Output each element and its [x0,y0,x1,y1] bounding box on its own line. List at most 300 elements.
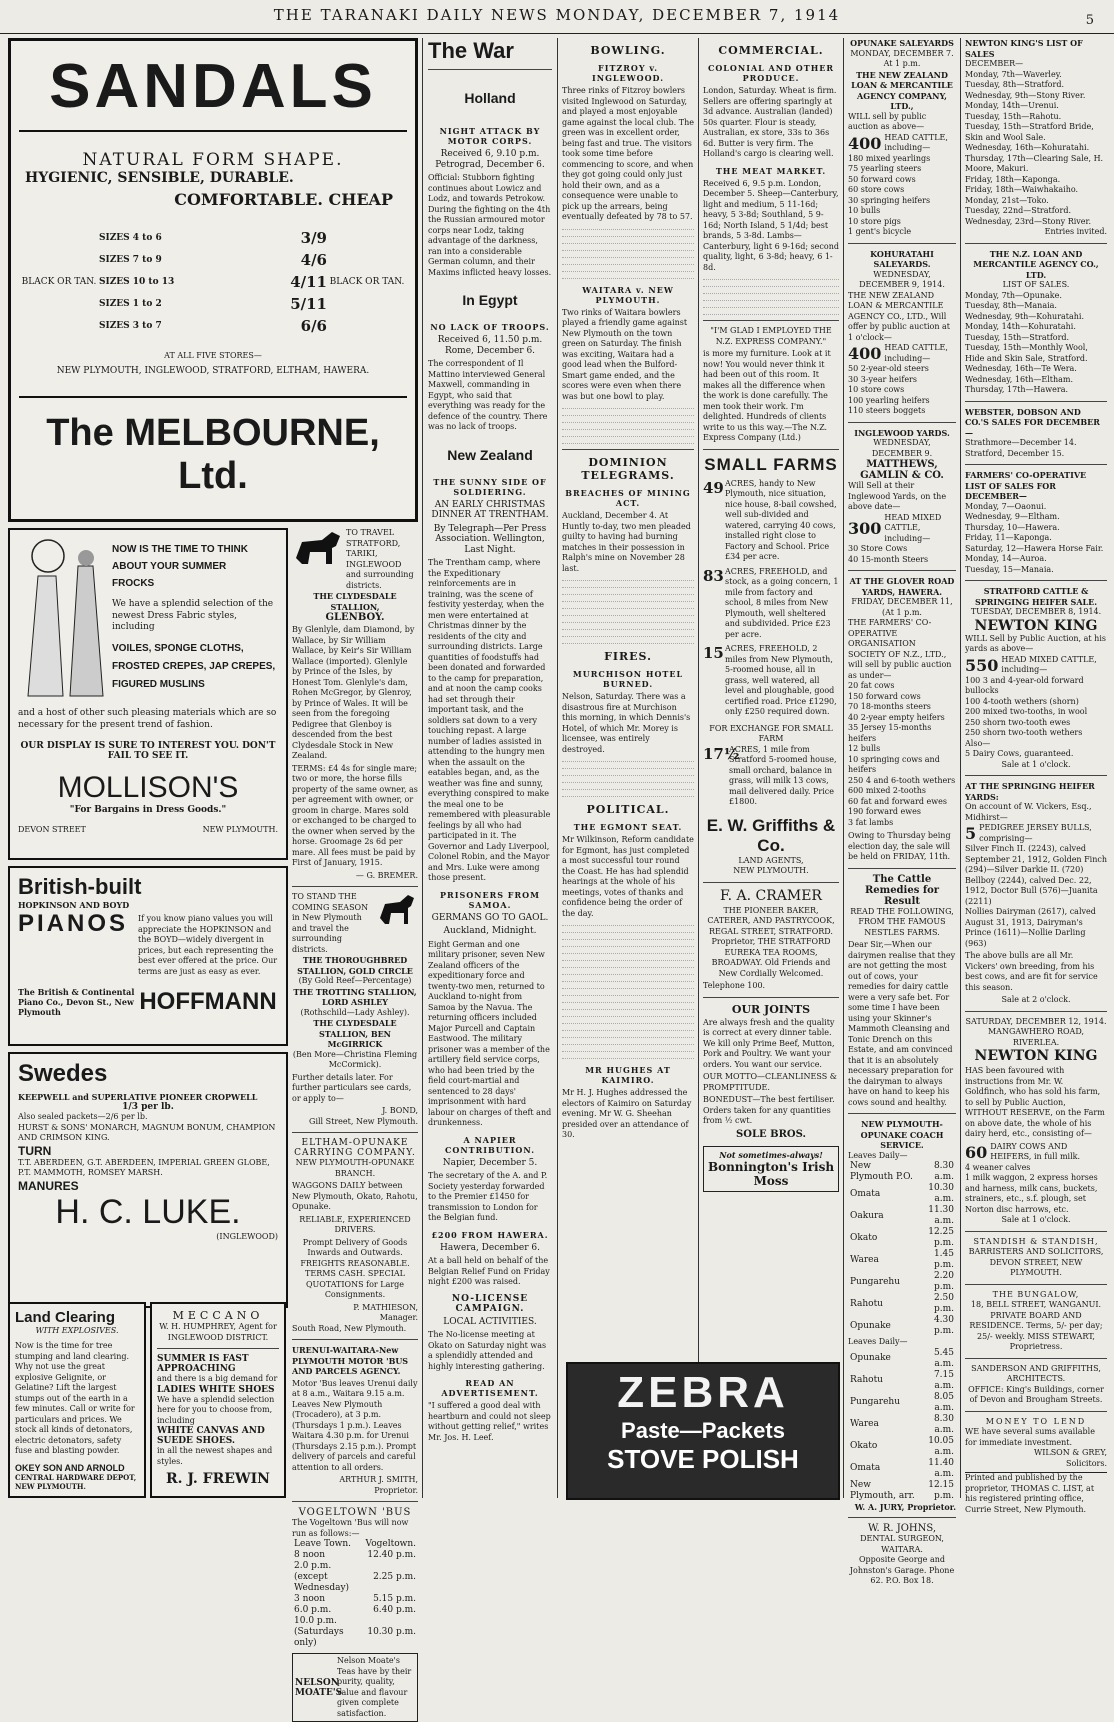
list-item: 75 yearling steers [848,164,922,173]
list-item: Saturday, 12—Hawera Horse Fair. [965,543,1104,553]
mollison-line2: ABOUT YOUR SUMMER [112,561,227,572]
list-item: 3 fat lambs [848,817,894,827]
testim-heading: READ THE FOLLOWING, FROM THE FAMOUS NESTLES FARMS. [850,906,954,937]
sale-3: Sale at 1 o'clock. [1001,1215,1071,1224]
table-row: Omata 10.30 a.m. [850,1183,954,1204]
list-item: Tuesday, 8th—Manaia. [965,301,1057,310]
meccano-l2: INGLEWOOD DISTRICT. [167,1332,269,1342]
cramer-heading: F. A. CRAMER [720,887,822,904]
h400: HEAD CATTLE, including— [884,132,948,152]
mollison-line1: NOW IS THE TIME TO THINK [112,544,248,555]
zebra-heading: ZEBRA [617,1368,789,1417]
left-ads-column [8,528,288,1314]
johns-heading: W. R. JOHNS, [867,1523,937,1534]
coach-heading: NEW PLYMOUTH-OPUNAKE COACH SERVICE. [860,1119,944,1150]
stallion-s2b: (Rothschild—Lady Ashley). [300,1007,410,1017]
table-row: Pungarehu 8.05 a.m. [850,1391,954,1413]
land-clearing-ad [8,1302,146,1504]
stallion-s3b: (Ben More—Christina Fleming McCormick). [292,1049,418,1069]
moss-name: Bonnington's Irish Moss [707,1160,835,1188]
horse-icon [378,892,418,928]
divider [19,130,407,132]
divider [19,396,407,398]
mollison-display: OUR DISPLAY IS SURE TO INTEREST YOU. DON'T FAIL TO SEE IT. [20,741,276,761]
glov-date: FRIDAY, DECEMBER 11, (At 1 p.m. [851,597,953,617]
mollison-line3: FROCKS [112,578,155,589]
list-item: Wednesday, 9th—Kohuratahi. [965,311,1085,321]
sale-1: Sale at 1 o'clock. [1001,759,1071,769]
table-row: Opunake 4.30 p.m. [850,1315,954,1336]
pianos-brand: HOFFMANN [139,988,277,1015]
newton-king-2: NEWTON KING [974,1048,1098,1064]
standish-heading: STANDISH & STANDISH, [973,1236,1099,1246]
war-p2: The correspondent of Il Mattino interviewed General Maxwell, commanding in Egypt, who said that everything was ready for the defence of the country. There was no lack of troops. [428,359,548,431]
table-row: Oakura 11.30 a.m. [850,1205,954,1226]
n60: 60 [965,1142,988,1162]
bowling-title: BOWLING. [590,44,666,57]
imprint: Printed and published by the proprietor, THOMAS C. LIST, at his registered printing office, Currie Street, New Plymouth. [965,1472,1107,1515]
swedes-l3: Also sealed packets—2/6 per lb. [18,1112,148,1121]
stallion-s1b: (By Gold Reef—Percentage) [298,976,412,985]
coach-timetable [848,1161,956,1337]
bowling-p1: Three rinks of Fitzroy bowlers visited Inglewood on Saturday, and played a most enjoyable game against the local club. The green was in excellent order, being fast and true. The visitors took some time before commencing to score, and when they got going could only just hold their own, and as a consequence were unable to pick up the arrears, being eventually defeated by 78 to 57. [562,86,694,221]
frewin-name: R. J. FREWIN [166,1471,270,1487]
list-item: Tuesday, 15—Manaia. [965,564,1054,574]
list-item: 1 milk waggon, 2 express horses and harness, milk cans, buckets, strainers, etc., s.f. plough, set Norton disc harrows, etc. [965,1173,1098,1214]
list-item: 190 forward ewes [848,807,921,816]
size-row: SIZES 3 to 7 6/6 [99,317,327,335]
table-row: Leave Town. Vogeltown. [294,1539,416,1549]
vogeltown-heading: VOGELTOWN 'BUS [298,1507,412,1518]
bungalow-addr: 18, BELL STREET, WANGANUI. [970,1300,1102,1309]
commercial-p2: Received 6, 9.5 p.m. London, December 5. Sheep—Canterbury, light and medium, 5 11-16d; heavy, 5 3-8d; Southland, 5 9-16d; North Island, 5 1/4d; best brands, 5 3-8d. Lambs—Canterbury, light 6 9-16d; second quality, light, 6 3-8d; heavy, 6 1-8d. [703,178,839,272]
sandals-line2: HYGIENIC, SENSIBLE, DURABLE. [25,170,294,186]
opunake-list [848,154,956,238]
swedes-manures: MANURES [18,1178,79,1193]
dominion-p3: Auckland, December 4. At Huntly to-day, two men pleaded guilty to having had burning matches in their possession in Ralph's mine on November 28 last. [562,511,691,573]
farm-listing: 17½ ACRES, 1 mile from Stratford 5-roomed house, small orchard, balance in grass, will milk 13 cows, mail delivered daily. Price £1800. [703,744,837,806]
table-row: Omata 11.40 a.m. [850,1457,954,1479]
size-row: SIZES 10 to 13 4/11 [99,273,327,291]
meccano-l7: in all the newest shapes and styles. [157,1446,273,1466]
list-item: 150 forward cows [848,691,921,701]
table-row: 10.0 p.m. (Saturdays only) 10.30 p.m. [294,1616,416,1648]
war-h7b: LOCAL ACTIVITIES. [443,1316,537,1327]
express-heading: "I'M GLAD I EMPLOYED THE N.Z. EXPRESS COMPANY." [710,326,832,346]
carrying-reliable: RELIABLE, EXPERIENCED DRIVERS. [299,1214,411,1234]
bowling-h2: WAITARA v. NEW PLYMOUTH. [582,284,674,305]
masthead-title: THE TARANAKI DAILY NEWS MONDAY, DECEMBER 7, 1914 [273,6,841,24]
griffiths-town: NEW PLYMOUTH. [733,866,809,875]
list-item: Strathmore—December 14. [965,438,1077,447]
pianos-h1: British-built [18,874,142,899]
war-d3: By Telegraph—Per Press Association. Wellington, Last Night. [433,523,547,555]
glov-heading: AT THE GLOVER ROAD YARDS, HAWERA. [849,576,955,597]
column-rule [960,38,961,1498]
sanderson-heading: SANDERSON AND GRIFFITHS, ARCHITECTS. [971,1363,1101,1383]
list-item: 4 weaner calves [965,1162,1031,1172]
list-item: Monday, 14—Auroa. [965,554,1047,563]
war-p7: The No-license meeting at Okato on Saturday night was a splendidly attended and highly interesting gathering. [428,1330,547,1371]
commercial-column [703,38,839,1192]
commercial-h1: COLONIAL AND OTHER PRODUCE. [707,63,835,83]
bowling-p2: Two rinks of Waitara bowlers played a friendly game against New Plymouth on the town green on Saturday. The finish was exciting, Waitara had a good lead when the Bulford-Smart game ended, and the scores were even when there was but one bowl to play. [562,307,688,401]
luke-name: H. C. LUKE. [55,1192,241,1231]
list-item: 10 springing cows and heifers [848,754,940,774]
list-item: Stratford, December 15. [965,448,1065,458]
zebra-line2: Paste—Packets [621,1418,785,1443]
pianos-body: If you know piano values you will appreciate the HOPKINSON and the BOYD—widely divergent in prices, but each representing the best ever offered at the price. Our terms are just as easy as ever. [138,914,278,976]
column-rule [557,38,558,1498]
commercial-p1: London, Saturday. Wheat is firm. Sellers are offering sparingly at 3d advance. Australian (landed) 50s quarter. Flour is steady, Australian, ex store, 33s to 36s 6d. Butter is very firm. The Holland's cargo is clearing well. [703,86,837,158]
dominion-title: DOMINION TELEGRAMS. [581,456,675,482]
nk-text: WILL Sell by Public Auction, at his yards as above— [965,633,1106,653]
farmers-list [965,502,1107,576]
stallion-s3: THE CLYDESDALE STALLION, BEN McGIRRICK [313,1018,397,1049]
horse-icon [292,528,346,572]
loan-text: WILL sell by public auction as above— [848,111,927,131]
table-row: Rahotu 7.15 a.m. [850,1369,954,1391]
koh-list [848,364,956,417]
sandals-headline: SANDALS [49,52,377,121]
land-firm: OKEY SON AND ARNOLD [15,1462,125,1473]
list-item: Monday, 14th—Kohuratahi. [965,322,1076,331]
political-p6: Mr H. J. Hughes addressed the electors of Kaimiro on Saturday evening. Mr W. G. Sheehan presided over an attendance of 30. [562,1088,692,1139]
moss-heading: Not sometimes-always! [719,1149,823,1160]
h550: HEAD MIXED CATTLE, including— [1001,654,1097,674]
war-d4: Auckland, Midnight. [443,926,537,936]
list-item: Tuesday, 15th—Rahotu. [965,111,1062,121]
list-item: 60 fat and forward ewes [848,796,947,806]
swedes-l2: 1/3 per lb. [122,1102,174,1112]
list-item: Silver Finch II. (2243), calved September 21, 1912, Golden Finch (294)—Silver Darkie II. (720) [965,844,1107,874]
sale-2: Sale at 2 o'clock. [1001,995,1071,1004]
bungalow-heading: THE BUNGALOW, [992,1289,1080,1299]
joints-motto: OUR MOTTO—CLEANLINESS & PROMPTITUDE. [703,1072,837,1092]
pianos-dealer: The British & Continental Piano Co., Devon St., New Plymouth [18,987,135,1017]
strat-heading: STRATFORD CATTLE & SPRINGING HEIFER SALE. [974,586,1098,607]
stallion-header-2: TO STAND THE COMING SEASON in New Plymouth and travel the surrounding districts. [292,892,369,954]
list-item: Monday, 7th—Waverley. [965,69,1062,79]
express-body: is more my furniture. Look at it now! You would never think it had been out of this room. It makes all the difference when the work is done carefully. The men took their work. I'm delighted. Hundreds of clients write to us this way.—The N.Z. Express Company (Ltd.) [703,349,831,442]
carrying-body: WAGGONS DAILY between New Plymouth, Okato, Rahotu, Opunake. [292,1181,418,1211]
war-h3: THE SUNNY SIDE OF SOLDIERING. [433,476,547,497]
war-h1: NIGHT ATTACK BY MOTOR CORPS. [439,126,541,146]
mang-road: MANGAWHERO ROAD, RIVERLEA. [987,1027,1084,1047]
bond-name: J. BOND, [382,1106,418,1115]
king-list [965,70,1107,228]
h400b: HEAD CATTLE, including— [884,343,948,363]
stallion-body: By Glenlyle, dam Diamond, by Wallace, by Sir William Wallace, by Keir's Sir William Wallace (imported). Glenlyle by Prince of the Isles, by Honest Tom. Glenlyle's dam, Rohen McGregor, by Glenroy, by Prince of Wales. It will be seen from the foregoing Pedigree that Glenboy is descended from the best Clydesdale Stock in New Zealand. [292,625,415,760]
sat-heading: SATURDAY, DECEMBER 12, 1914. [965,1016,1107,1026]
johns-addr: Opposite George and Johnston's Garage. Phone 62. P.O. Box 18. [849,1555,955,1585]
sandals-colour-left: BLACK OR TAN. [21,277,97,287]
swedes-l5: T.T. ABERDEEN, G.T. ABERDEEN, IMPERIAL GREEN GLOBE, P.T. MAMMOTH, ROMSEY MARSH. [18,1157,270,1177]
table-row: Pungarehu 2.20 p.m. [850,1271,954,1292]
matt-firm: MATTHEWS, GAMLIN & CO. [860,459,944,481]
list-item: Monday, 21st—Toko. [965,195,1049,205]
list-item: 30 Store Cows [848,544,908,553]
sanderson-text: OFFICE: King's Buildings, corner of Devon and Brougham Streets. [968,1384,1104,1404]
list-item: Tuesday, 8th—Stratford. [965,80,1064,89]
webster-heading: WEBSTER, DOBSON AND CO.'S SALES FOR DECEMBER— [965,406,1100,438]
list-item: Friday, 18th—Waiwhakaiho. [965,185,1079,194]
page-number: 5 [1085,13,1094,28]
list-item: 35 Jersey 15-months heifers [848,723,932,743]
land-heading: Land Clearing [15,1309,116,1326]
war-p1: Official: Stubborn fighting continues about Lowicz and Lodz, and towards Petrokow. During the fighting on the 4th the Russian armoured motor corps near Lodz, taking advantage of the darkness, ran into a considerable German column, and their Maxims inflicted heavy losses. [428,173,552,277]
stallion-n1: THE CLYDESDALE STALLION, [313,591,397,612]
fires-h4: MURCHISON HOTEL BURNED. [572,669,684,689]
fires-title: FIRES. [604,650,652,663]
table-row: 3 noon 5.15 p.m. [294,1594,416,1604]
sales-column [848,38,956,1587]
stallion-s1: THE THOROUGHBRED STALLION, GOLD CIRCLE [297,955,413,976]
meccano-l3: and there is a big demand for [157,1374,278,1383]
griffiths-firm: E. W. Griffiths & Co. [706,815,836,855]
luke-town: (INGLEWOOD) [216,1231,278,1241]
bungalow-text: PRIVATE BOARD AND RESIDENCE. Terms, 5/- per day; 25/- weekly. MISS STEWART, Proprietress. [969,1310,1103,1351]
war-holland: Holland [464,90,516,106]
list-item: Tuesday, 22nd—Stratford. [965,206,1071,215]
list-item: Friday, 11—Kaponga. [965,533,1052,542]
war-p3: The Trentham camp, where the Expeditionary reinforcements are in training, was the scene of festivity yesterday, when the men were entertained at Christmas dinner by the residents of the city and surrounding districts. Large quantities of foodstuffs had been donated and forwarded to the camp for preparation, and at noon the camp cooks had set through their important task, and the soldiers sat down to a very touching repast. A large number of ladies assisted in attending to the hungry men when the assault on the eatables began, and, as the weather was fine and sunny, everything conspired to make the meal one to be remembered with pleasurable feelings by all who had participated in it. The Governor and Lady Liverpool, Colonel Robin, and the Mayor and Mrs. Luke were among those present. [428,558,551,882]
stores-title: AT ALL FIVE STORES— [164,351,262,360]
n550: 550 [965,655,999,675]
war-d6: Hawera, December 6. [440,1242,540,1253]
vogeltown-sub: The Vogeltown 'Bus will now run as follows:— [292,1518,409,1538]
sole-bros: SOLE BROS. [736,1128,806,1140]
war-h3b: AN EARLY CHRISTMAS DINNER AT TRENTHAM. [431,499,549,520]
list-item: Wednesday, 9—Eltham. [965,512,1060,521]
nz-list [965,291,1107,396]
mathieson-name: P. MATHIESON, [353,1302,418,1312]
carrying-sub: NEW PLYMOUTH-OPUNAKE BRANCH. [295,1158,415,1178]
vogeltown-timetable [292,1539,418,1649]
list-item: 250 shorn two-tooth ewes [965,717,1071,727]
land-body: Now is the time for tree stumping and land clearing. Why not use the great explosive Gelignite, or Gelatine? Lift the largest stumps out of the earth in a few minutes. Call or write for particulars and prices. We stock all kinds of detonators, electric detonators, safety fuse and blasting powder. [15,1341,135,1455]
list-item: 60 store cows [848,185,905,194]
stallion-s2: THE TROTTING STALLION, LORD ASHLEY [293,986,417,1007]
bond-addr: Gill Street, New Plymouth. [309,1116,418,1126]
farm-listing: 49 ACRES, handy to New Plymouth, nice situation, nice house, 8-bail cowshed, well sub-divided and watered, carrying 40 cows, installed right close to Factory and School. Price £34 per acre. [703,478,837,561]
solicitors: Solicitors. [1066,1458,1107,1468]
joints-heading: OUR JOINTS [731,1002,811,1016]
newton-king: NEWTON KING [974,617,1098,634]
nelson-moates-name: NELSON MOATE'S [295,1677,343,1698]
sandals-ad [8,38,418,528]
joints-body: Are always fresh and the quality is correct at every dinner table. We kill only Prime Beef, Mutton, Pork and Poultry. We want your orders. You want our service. [703,1017,835,1069]
n400b: 400 [848,344,882,363]
meccano-l5: We have a splendid selection here for you to choose from, including [157,1394,275,1425]
coach-sub: Leaves Daily— [848,1150,908,1160]
list-item: Tuesday, 15th—Stratford. [965,332,1070,342]
mollison-town: NEW PLYMOUTH. [202,825,278,834]
war-egypt: In Egypt [462,292,518,308]
war-d1: Received 6, 9.10 p.m. Petrograd, December 6. [435,149,545,170]
list-item: Wednesday, 16th—Te Wera. [965,364,1077,373]
masthead-rule [0,33,1114,34]
list-item: 12 bulls [848,744,881,753]
glov-text: THE FARMERS' CO-OPERATIVE ORGANISATION SOCIETY OF N.Z., LTD., will sell by public auction as under— [848,618,952,680]
smith-role: Proprietor. [374,1485,418,1495]
war-h2: NO LACK OF TROOPS. [430,322,550,332]
mollison-ad [8,528,288,860]
testim-body: Dear Sir,—When our dairymen realise that they are not getting the most out of cows, your remedies for dairy cattle were a very safe bet. For some time I have been using your Skinner's Mammoth Cleansing and Tonic Drench on this Estate, and am convinced that it is an absolutely necessary preparation for the dairyman to always have on hand to keep his cows sound and healthy. [848,940,956,1107]
size-row: SIZES 1 to 2 5/11 [99,295,327,313]
smith-name: ARTHUR J. SMITH, [339,1475,418,1484]
pedigree: PEDIGREE JERSEY BULLS, comprising— [979,823,1092,843]
swedes-heading: Swedes [18,1060,108,1087]
war-d2: Received 6, 11.50 p.m. Rome, December 6. [437,335,543,356]
swedes-turn: TURN [18,1143,52,1158]
war-h4: PRISONERS FROM SAMOA. [440,889,540,910]
war-h6: £200 FROM HAWERA. [431,1229,549,1240]
list-item: 250 shorn two-tooth wethers [965,728,1083,737]
cramer-tel: Telephone 100. [703,981,766,990]
pianos-ad [8,866,288,1046]
spring-heading: AT THE SPRINGING HEIFER YARDS: [965,781,1095,802]
list-item: 600 mixed 2-tooths [848,786,926,795]
war-p8: "I suffered a good deal with heartburn and could not sleep without getting relief," writes Mr. Jos. H. Leef. [428,1401,551,1442]
sandals-size-list [99,227,327,337]
list-item: Thursday, 17th—Clearing Sale, H. Moore, Makuri. [965,153,1104,173]
list-item: 50 2-year-old steers [848,364,929,373]
stallion-terms: TERMS: £4 4s for single mare; two or more, the horse fills property of the same owner, as per agreement with owner, or groom in charge. Mares sold or exchanged to be charged to the owner when served by the horse. Groomage 2s 6d per mare. All fees must be paid by First of January, 1915. [292,763,418,867]
list-item: 70 18-months steers [848,702,931,711]
mollison-fabrics: VOILES, SPONGE CLOTHS, FROSTED CREPES, JAP CREPES, FIGURED MUSLINS [112,642,276,690]
loan-firm: THE NEW ZEALAND LOAN & MERCANTILE AGENCY COMPANY, LTD., [851,69,953,111]
bonedust: BONEDUST—The best fertiliser. Orders taken for any quantities from ½ cwt. [703,1095,835,1125]
mollison-outro: and a host of other such pleasing materials which are so necessary for the present trend of fashion. [18,708,277,730]
stallion-further: Further details later. For further particulars see cards, or apply to— [292,1072,412,1103]
carrying-heading: ELTHAM-OPUNAKE CARRYING COMPANY. [294,1138,416,1158]
list-item: Tuesday, 15th—Monthly Wool, Hide and Skin Sale, Stratford. [965,343,1088,363]
table-row: Okato 12.25 p.m. [850,1227,954,1248]
carrying-prompt: Prompt Delivery of Goods Inwards and Outwards. FREIGHTS REASONABLE. TERMS CASH. SPECIAL QUOTATIONS for Large Consignments. [300,1237,410,1299]
mollison-street: DEVON STREET [18,825,86,834]
list-item: Bellboy (2244), calved Dec. 22, 1912, Doctor Bull (576)—Juanita (2211) [965,875,1098,906]
thurs-note: Owing to Thursday being election day, the sale will be held on FRIDAY, 11th. [848,831,951,861]
bowling-column [562,38,694,1143]
list-item: 30 springing heifers [848,195,931,205]
size-row: SIZES 4 to 6 3/9 [99,229,327,247]
coach-timetable-return [848,1348,956,1502]
stallion-n2: GLENBOY. [325,612,385,623]
war-p4: Eight German and one military prisoner, seven New Zealand officers of the expeditionary force and twenty-two men, returned to Auckland to-night from Samoa by the Navua. The returning officers included Major Purcell and Captain Eastwood. The military prisoner was a member of the artillery field service corps, who had been tried by the field court-martial and sentenced to 28 days' imprisonment with hard labour on charges of theft and drunkenness. [428,939,552,1127]
fires-p4: Nelson, Saturday. There was a disastrous fire at Murchison this morning, in which Dennis's Hotel, of which Mr. Morey is licensee, was entirely destroyed. [562,692,691,754]
political-h6: MR HUGHES AT KAIMIRO. [585,1065,671,1085]
list-item: 40 15-month Steers [848,554,929,564]
johns-sub: DENTAL SURGEON, WAITARA. [860,1534,944,1554]
h300: HEAD MIXED CATTLE, including— [884,512,942,543]
mathieson-role: Manager. [379,1313,418,1322]
farm-listing: 83 ACRES, FREEHOLD, and stock, as a going concern, 1 mile from factory and school, 8 miles from New Plymouth, well sheltered and subdivided. Price £23 per acre. [703,566,839,639]
rest-list [965,1163,1107,1216]
exchange-heading: FOR EXCHANGE FOR SMALL FARM [709,723,833,743]
meccano-heading: MECCANO [172,1309,264,1322]
list-item: Monday, 7th—Opunake. [965,290,1062,300]
swedes-l4: HURST & SONS' MONARCH, MAGNUM BONUM, CHAMPION AND CRIMSON KING. [18,1122,276,1142]
nk2-text: HAS been favoured with instructions from Mr. W. Goldfinch, who has sold his farm, to sell by Public Auction, WITHOUT RESERVE, on the Farm on above date, the whole of his dairy herd, etc., consisting of— [965,1066,1105,1138]
stallion-header: TO TRAVEL STRATFORD, TARIKI, INGLEWOOD and surrounding districts. [346,528,414,590]
koh-text: THE NEW ZEALAND LOAN & MERCANTILE AGENCY CO., LTD., Will offer by public auction at 1 o'clock— [848,290,950,342]
matt-list [848,544,956,565]
list-item: Tuesday, 15th—Stratford Bride, Skin and Wool Sale. [965,122,1094,142]
commercial-title: COMMERCIAL. [718,44,824,57]
table-row: New Plymouth P.O. 8.30 a.m. [850,1161,954,1182]
summer-heading: SUMMER IS FAST APPROACHING [157,1354,249,1374]
table-row: Rahotu 2.50 p.m. [850,1293,954,1314]
dominion-h3: BREACHES OF MINING ACT. [565,488,691,508]
king-entries: Entries invited. [1044,227,1107,236]
money-heading: MONEY TO LEND [985,1416,1087,1426]
table-row: Opunake 5.45 a.m. [850,1347,954,1369]
list-item: 1 gent's bicycle [848,227,912,236]
table-row: 8 noon 12.40 p.m. [294,1550,416,1560]
koh-date: WEDNESDAY, DECEMBER 9, 1914. [859,269,945,289]
column-rule [698,38,699,1498]
list-item: 10 bulls [848,206,881,215]
list-item: Wednesday, 23rd—Stony River. [965,216,1092,226]
nelson-moates-text: Nelson Moate's Teas have by their purity, quality, value and flavour given complete satisfaction. [337,1656,412,1718]
political-h5: THE EGMONT SEAT. [573,822,683,832]
list-item: 200 mixed two-tooths, in wool [965,707,1088,716]
n5: 5 [965,824,977,843]
meccano-l4: LADIES WHITE SHOES [157,1384,275,1395]
political-title: POLITICAL. [586,803,670,816]
farm-listing: 15 ACRES, FREEHOLD, 2 miles from New Plymouth, 5-roomed house, all in grass, well watered, all level and ploughable, good certified road. Price £1290, only £250 required down. [703,644,837,716]
urenui-body: Motor 'Bus leaves Urenui daily at 8 a.m., Waitara 9.15 a.m. Leaves New Plymouth (Trocadero), at 3 p.m. (Thursdays 1 p.m.). Leaves Waitara 4.30 p.m. for Urenui (Thursdays 2.15 p.m.). Prompt delivery of parcels and careful attention to all orders. [292,1378,418,1472]
list-item: 10 store pigs [848,216,901,226]
mollison-tagline: "For Bargains in Dress Goods." [69,805,227,815]
meccano-l6: WHITE CANVAS AND SUEDE SHOES. [157,1426,265,1446]
ladies-illustration-icon [18,536,108,706]
list-item: 100 yearling heifers [848,395,930,405]
mathieson-addr: South Road, New Plymouth. [292,1323,407,1333]
war-title: The War [428,38,514,63]
list-550 [965,676,1107,760]
sandals-colour-right: BLACK OR TAN. [329,277,405,287]
list-item: 250 4 and 6-tooth wethers [848,775,956,785]
stallion-sig: — G. BREMER. [355,870,418,880]
nz-heading: THE N.Z. LOAN AND MERCANTILE AGENCY CO., LTD. [973,248,1099,280]
political-p5: Mr Wilkinson, Reform candidate for Egmont, has just completed a most successful tour round the Coast. He has had splendid hearings at the whole of his meetings, votes of thanks and confidence being the order of the day. [562,835,694,918]
king-sub: DECEMBER— [965,59,1024,68]
war-p5: The secretary of the A. and P. Society yesterday forwarded to the Premier £1450 for transmission to London for the Belgian fund. [428,1171,548,1222]
commercial-h2: THE MEAT MARKET. [715,165,827,176]
list-item: 50 forward cows [848,174,916,184]
land-addr: CENTRAL HARDWARE DEPOT, NEW PLYMOUTH. [15,1472,137,1491]
table-row: Warea 1.45 p.m. [850,1249,954,1270]
stores-list: NEW PLYMOUTH, INGLEWOOD, STRATFORD, ELTHAM, HAWERA. [56,366,370,376]
size-row: SIZES 7 to 9 4/6 [99,251,327,269]
farmers-heading: FARMERS' CO-OPERATIVE LIST OF SALES FOR DECEMBER— [965,470,1087,501]
column-rule [422,38,423,1498]
n300: 300 [848,518,882,538]
glov-list [848,681,956,828]
coach-leaves: Leaves Daily— [848,1337,908,1346]
bulls-note: The above bulls are all Mr. Vickers' own breeding, from his best cows, and are fit for service this season. [965,951,1098,992]
wilson-grey: WILSON & GREY, [1034,1448,1107,1457]
remedies-heading: The Cattle Remedies for Result [864,873,940,907]
list-item: 180 mixed yearlings [848,153,931,163]
small-farms-heading: SMALL FARMS [704,454,838,474]
ing-heading: INGLEWOOD YARDS. [854,427,950,438]
mollison-intro: We have a splendid selection of the newest Dress Fabric styles, including [112,599,274,632]
standish-text: BARRISTERS AND SOLICITORS, DEVON STREET, NEW PLYMOUTH. [968,1247,1104,1277]
table-row: 6.0 p.m. 6.40 p.m. [294,1605,416,1615]
